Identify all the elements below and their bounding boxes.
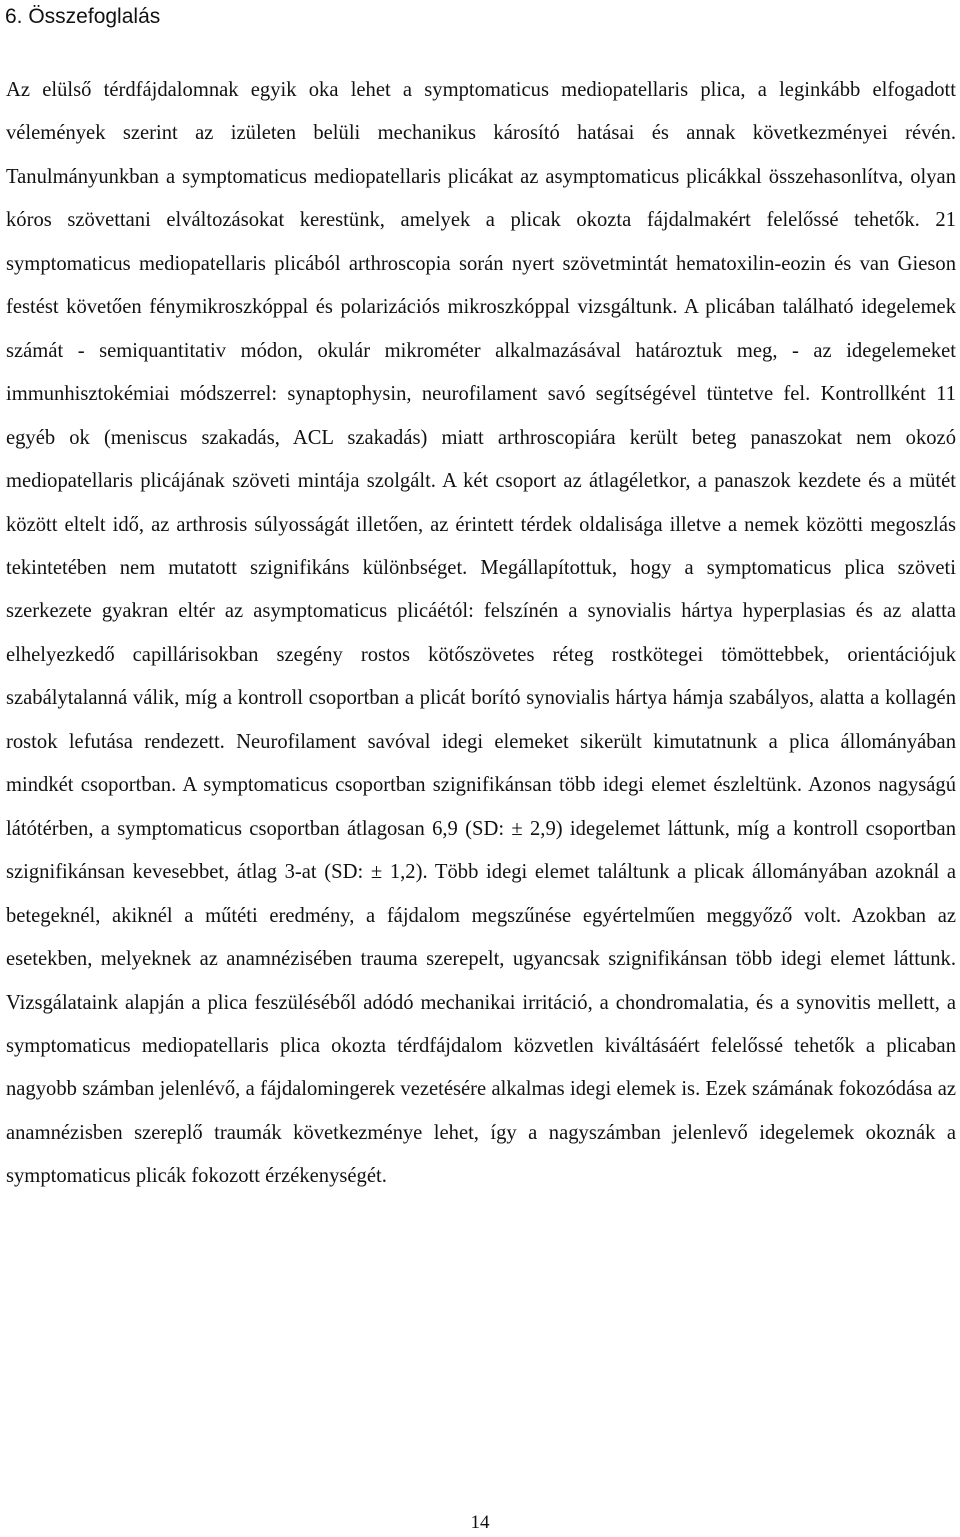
section-heading: 6. Összefoglalás (5, 5, 161, 28)
page-number: 14 (470, 1512, 490, 1533)
summary-paragraph: Az elülső térdfájdalomnak egyik oka lehet a symptomaticus mediopatellaris plica, a leginkább elfogadott vélemények szerint az izületen belüli mechanikus károsító hatásai és annak következményei révén. Tanulmányunkban a symptomaticus mediopatellaris plicákat az asymptomaticus plicákkal összehasonlítva, olyan kóros szövettani elváltozásokat kerestünk, amelyek a plicak okozta fájdalmakért felelőssé tehetők. 21 symptomaticus mediopatellaris plicából arthroscopia során nyert szövetmintát hematoxilin-eozin és van Gieson festést követően fénymikroszkóppal és polarizációs mikroszkóppal vizsgáltunk. A plicában található idegelemek számát - semiquantitativ módon, okulár mikrométer alkalmazásával határoztuk meg, - az idegelemeket immunhisztokémiai módszerrel: synaptophysin, neurofilament savó segítségével tüntetve fel. Kontrollként 11 egyéb ok (meniscus szakadás, ACL szakadás) miatt arthroscopiára került beteg panaszokat nem okozó mediopatellaris plicájának szöveti mintája szolgált. A két csoport az átlagéletkor, a panaszok kezdete és a mütét között eltelt idő, az arthrosis súlyosságát illetően, az érintett térdek oldalisága illetve a nemek közötti megoszlás tekintetében nem mutatott szignifikáns különbséget. Megállapítottuk, hogy a symptomaticus plica szöveti szerkezete gyakran eltér az asymptomaticus plicáétól: felszínén a synovialis hártya hyperplasias és az alatta elhelyezkedő capillárisokban szegény rostos kötőszövetes réteg rostkötegei tömöttebbek, orientációjuk szabálytalanná válik, míg a kontroll csoportban a plicát borító synovialis hártya hámja szabályos, alatta a kollagén rostok lefutása rendezett. Neurofilament savóval idegi elemeket sikerült kimutatnunk a plica állományában mindkét csoportban. A symptomaticus csoportban szignifikánsan több idegi elemet észleltünk. Azonos nagyságú látótérben, a symptomaticus csoportban átlagosan 6,9 (SD: ± 2,9) idegelemet láttunk, míg a kontroll csoportban szignifikánsan kevesebbet, átlag 3-at (SD: ± 1,2). Több idegi elemet találtunk a plicak állományában azoknál a betegeknél, akiknél a műtéti eredmény, a fájdalom megszűnése egyértelműen meggyőző volt. Azokban az esetekben, melyeknek az anamnézisében trauma szerepelt, ugyancsak szignifikánsan több idegi elemet láttunk. Vizsgálataink alapján a plica feszüléséből adódó mechanikai irritáció, a chondromalatia, és a synovitis mellett, a symptomaticus mediopatellaris plica okozta térdfájdalom közvetlen kiváltásáért felelőssé tehetők a plicaban nagyobb számban jelenlévő, a fájdalomingerek vezetésére alkalmas idegi elemek is. Ezek számának fokozódása az anamnézisben szereplő traumák következménye lehet, így a nagyszámban jelenlevő idegelemek okoznák a symptomaticus plicák fokozott érzékenységét. (6, 79, 956, 1188)
